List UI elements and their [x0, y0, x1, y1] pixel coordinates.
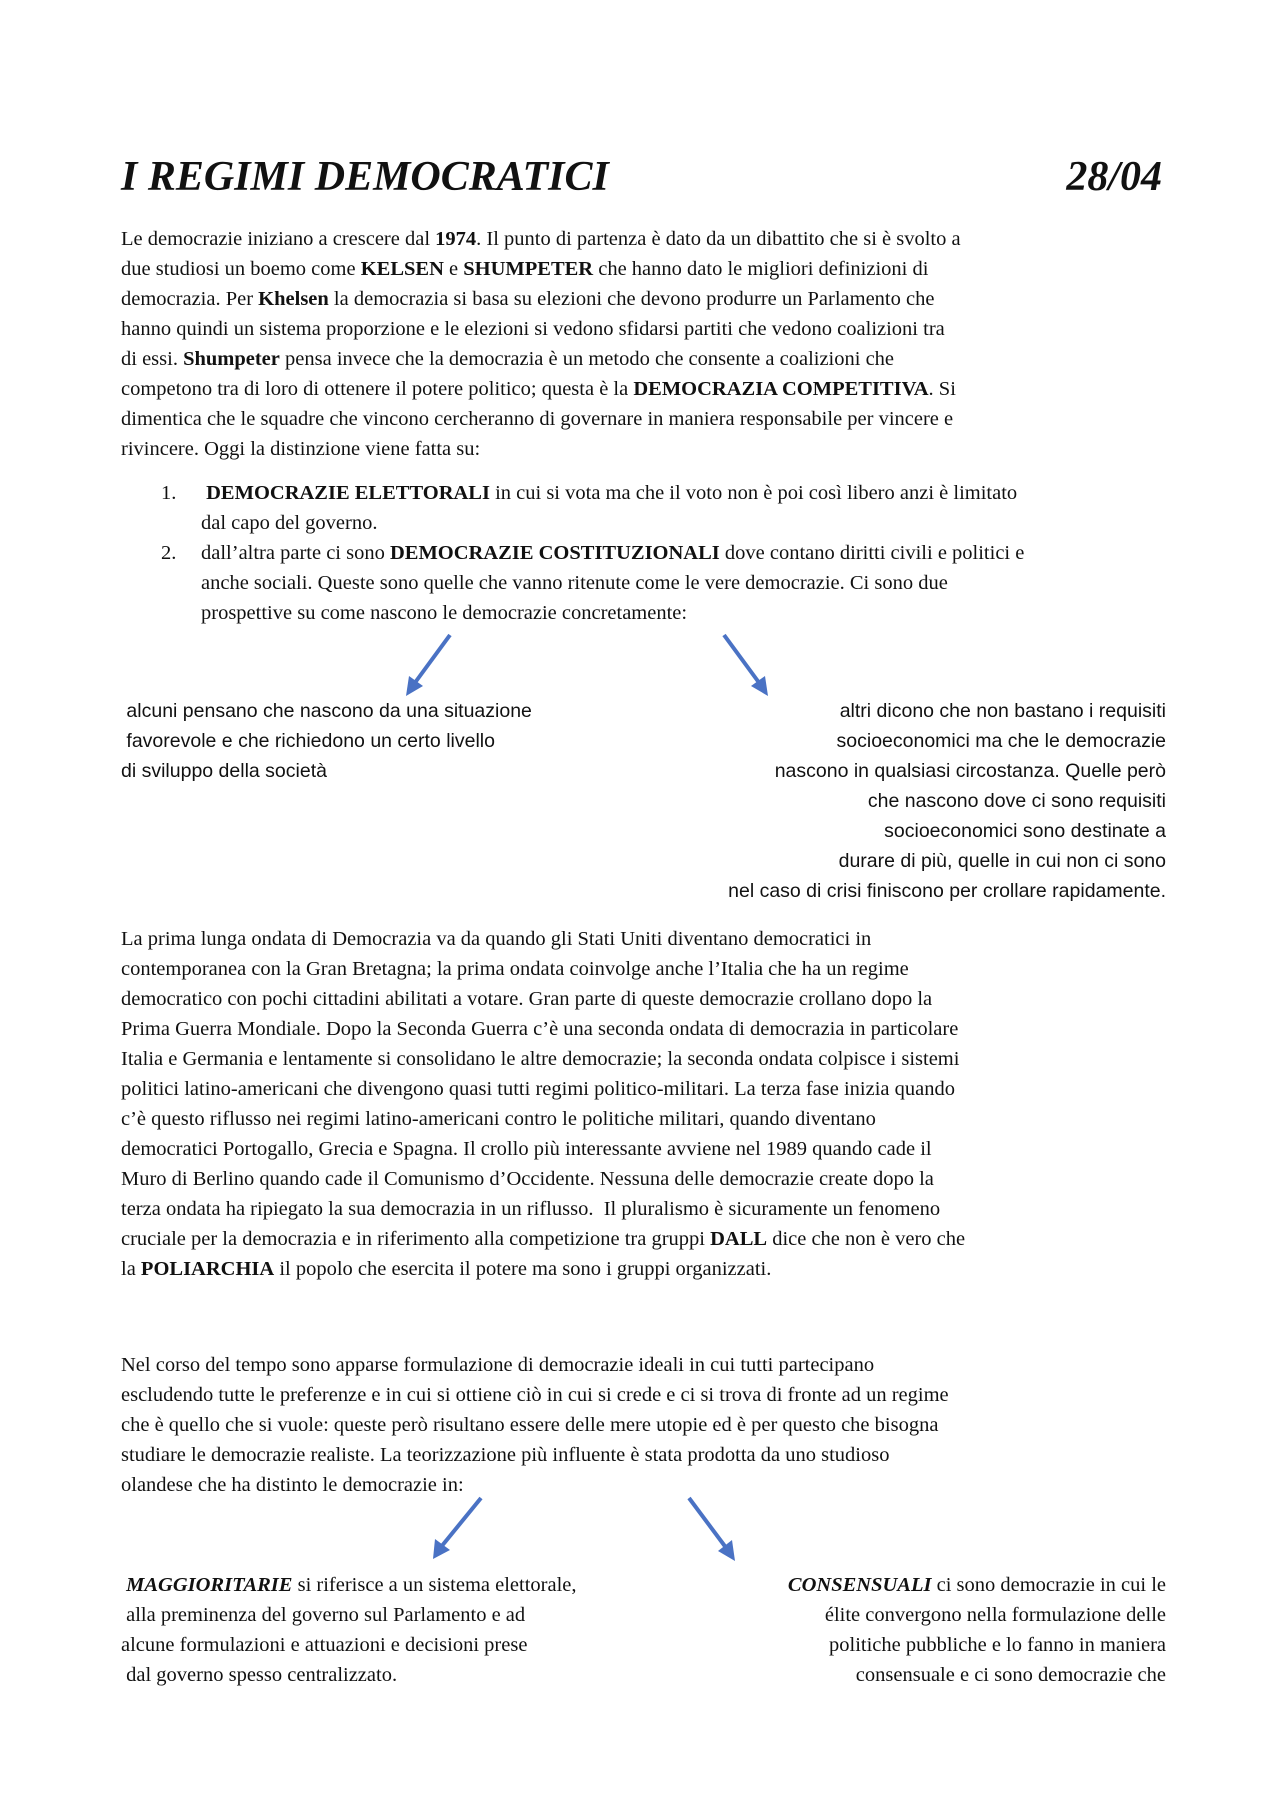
bold-term: DEMOCRAZIA COMPETITIVA [633, 378, 929, 400]
distinction-list [121, 478, 1166, 628]
ideals-line: studiare le democrazie realiste. La teorizzazione più influente è stata prodotta da uno studioso [121, 1444, 890, 1466]
ideals-line: Nel corso del tempo sono apparse formulazione di democrazie ideali in cui tutti partecipano [121, 1354, 875, 1376]
waves-line [121, 1194, 1166, 1224]
page-date: 28/04 [1066, 154, 1162, 200]
intro-line [121, 284, 1166, 314]
text-run: La prima lunga ondata di Democrazia va da quando gli Stati Uniti diventano democratici in [121, 928, 872, 950]
intro-line [121, 374, 1166, 404]
perspective-line: alcuni pensano che nascono da una situazione [121, 700, 532, 722]
intro-line [121, 404, 1166, 434]
consensual-line [696, 1630, 1166, 1660]
intro-line [121, 434, 1166, 464]
bold-term: DALL [710, 1228, 768, 1250]
text-run: alcune formulazioni e attuazioni e decisioni prese [121, 1634, 528, 1656]
text-run: dal governo spesso centralizzato. [121, 1664, 398, 1686]
text-run: si riferisce a un sistema elettorale, [292, 1574, 577, 1596]
majoritarian-line [121, 1570, 681, 1600]
bold-italic-term: CONSENSUALI [787, 1574, 932, 1596]
list-line [201, 598, 1166, 628]
waves-line [121, 1014, 1166, 1044]
text-run: élite convergono nella formulazione delle [824, 1604, 1166, 1626]
text-run: cruciale per la democrazia e in riferimento alla competizione tra gruppi [121, 1228, 711, 1250]
text-run: prospettive su come nascono le democrazie concretamente: [201, 602, 688, 624]
ideals-line: olandese che ha distinto le democrazie in: [121, 1474, 464, 1496]
text-run: . Si [928, 378, 956, 400]
consensual-line [696, 1660, 1166, 1690]
text-run: dimentica che le squadre che vincono cercheranno di governare in maniera responsabile per vincere e [121, 408, 954, 430]
arrow-down-right-icon [716, 632, 786, 702]
text-run: democratico con pochi cittadini abilitati a votare. Gran parte di queste democrazie crollano dopo la [121, 988, 933, 1010]
list-number: 1. [161, 482, 177, 504]
text-run: pensa invece che la democrazia è un metodo che consente a coalizioni che [279, 348, 895, 370]
text-run: hanno quindi un sistema proporzione e le elezioni si vedono sfidarsi partiti che vedono coalizioni tra [121, 318, 945, 340]
text-run: Le democrazie iniziano a crescere dal [121, 228, 436, 250]
intro-line [121, 224, 1166, 254]
text-run: terza ondata ha ripiegato la sua democrazia in un riflusso. Il pluralismo è sicuramente un fenomeno [121, 1198, 941, 1220]
text-run: il popolo che esercita il potere ma sono i gruppi organizzati. [274, 1258, 772, 1280]
list-line [201, 508, 1166, 538]
text-run: due studiosi un boemo come [121, 258, 361, 280]
text-run: c’è questo riflusso nei regimi latino-americani contro le politiche militari, quando diventano [121, 1108, 876, 1130]
ideals-line: escludendo tutte le preferenze e in cui si ottiene ciò in cui si crede e ci si trova di fronte ad un regime [121, 1384, 949, 1406]
text-run: alla preminenza del governo sul Parlamento e ad [121, 1604, 526, 1626]
bold-term: Shumpeter [183, 348, 280, 370]
text-run: la democrazia si basa su elezioni che devono produrre un Parlamento che [328, 288, 935, 310]
bold-italic-term: MAGGIORITARIE [126, 1574, 293, 1596]
perspective-line: favorevole e che richiedono un certo livello [121, 730, 495, 752]
text-run: contemporanea con la Gran Bretagna; la prima ondata coinvolge anche l’Italia che ha un regime [121, 958, 909, 980]
text-run: dal capo del governo. [201, 512, 378, 534]
arrow-down-left-icon [425, 1495, 495, 1565]
perspective-right [606, 696, 1166, 906]
list-number: 2. [161, 542, 177, 564]
text-run: la [121, 1258, 141, 1280]
waves-line [121, 1044, 1166, 1074]
text-run: . Il punto di partenza è dato da un dibattito che si è svolto a [476, 228, 961, 250]
text-run: anche sociali. Queste sono quelle che vanno ritenute come le vere democrazie. Ci sono due [201, 572, 948, 594]
perspective-line: nascono in qualsiasi circostanza. Quelle però [774, 760, 1166, 782]
intro-paragraph [121, 224, 1166, 464]
waves-line [121, 1074, 1166, 1104]
text-run: Italia e Germania e lentamente si consolidano le altre democrazie; la seconda ondata colpisce i sistemi [121, 1048, 960, 1070]
perspective-line: socioeconomici ma che le democrazie [836, 730, 1166, 752]
page-title: I REGIMI DEMOCRATICI [121, 154, 609, 200]
text-run: in cui si vota ma che il voto non è poi così libero anzi è limitato [489, 482, 1018, 504]
bold-term: POLIARCHIA [140, 1258, 275, 1280]
text-run: Muro di Berlino quando cade il Comunismo d’Occidente. Nessuna delle democrazie create dopo la [121, 1168, 934, 1190]
list-line [201, 568, 1166, 598]
text-run: consensuale e ci sono democrazie che [855, 1664, 1166, 1686]
perspective-line: socioeconomici sono destinate a [884, 820, 1166, 842]
arrow-down-right-icon [683, 1495, 753, 1565]
waves-paragraph [121, 924, 1166, 1284]
bold-term: DEMOCRAZIE ELETTORALI [206, 482, 490, 504]
text-run: che hanno dato le migliori definizioni di [593, 258, 929, 280]
list-line [201, 478, 1166, 508]
perspective-line: durare di più, quelle in cui non ci sono [838, 850, 1166, 872]
text-run: democrazia. Per [121, 288, 259, 310]
waves-line [121, 1134, 1166, 1164]
waves-line [121, 1104, 1166, 1134]
majoritarian-line [121, 1630, 681, 1660]
bold-term: Khelsen [258, 288, 329, 310]
ideals-line: che è quello che si vuole: queste però risultano essere delle mere utopie ed è per questo che bisogna [121, 1414, 939, 1436]
majoritarian-description [121, 1570, 681, 1690]
text-run: dice che non è vero che [767, 1228, 966, 1250]
text-run: competono tra di loro di ottenere il potere politico; questa è la [121, 378, 634, 400]
text-run: democratici Portogallo, Grecia e Spagna. Il crollo più interessante avviene nel 1989 quando cade il [121, 1138, 932, 1160]
waves-line [121, 924, 1166, 954]
majoritarian-line [121, 1600, 681, 1630]
bold-term: KELSEN [360, 258, 444, 280]
text-run: politiche pubbliche e lo fanno in maniera [829, 1634, 1166, 1656]
consensual-line [696, 1600, 1166, 1630]
bold-term: SHUMPETER [463, 258, 594, 280]
text-run: dall’altra parte ci sono [201, 542, 390, 564]
perspective-line: che nascono dove ci sono requisiti [867, 790, 1166, 812]
text-run: ci sono democrazie in cui le [931, 1574, 1166, 1596]
text-run: politici latino-americani che divengono quasi tutti regimi politico-militari. La terza fase inizia quando [121, 1078, 955, 1100]
intro-line [121, 254, 1166, 284]
waves-line [121, 984, 1166, 1014]
consensual-description [696, 1570, 1166, 1690]
ideals-paragraph [121, 1350, 1166, 1500]
text-run: di essi. [121, 348, 184, 370]
text-run: rivincere. Oggi la distinzione viene fatta su: [121, 438, 481, 460]
perspective-line: nel caso di crisi finiscono per crollare rapidamente. [728, 880, 1166, 902]
text-run: dove contano diritti civili e politici e [719, 542, 1025, 564]
list-item [121, 478, 1166, 538]
bold-term: 1974 [435, 228, 477, 250]
list-item [121, 538, 1166, 628]
waves-line [121, 1224, 1166, 1254]
intro-line [121, 314, 1166, 344]
consensual-line [696, 1570, 1166, 1600]
text-run: e [443, 258, 464, 280]
majoritarian-line [121, 1660, 681, 1690]
text-run: Prima Guerra Mondiale. Dopo la Seconda Guerra c’è una seconda ondata di democrazia in particolare [121, 1018, 959, 1040]
perspective-line: altri dicono che non bastano i requisiti [839, 700, 1166, 722]
bold-term: DEMOCRAZIE COSTITUZIONALI [389, 542, 720, 564]
intro-line [121, 344, 1166, 374]
waves-line [121, 954, 1166, 984]
waves-line [121, 1254, 1166, 1284]
perspective-line: di sviluppo della società [121, 760, 327, 782]
waves-line [121, 1164, 1166, 1194]
list-line [201, 538, 1166, 568]
perspective-left [121, 696, 641, 786]
arrow-down-left-icon [400, 632, 470, 702]
